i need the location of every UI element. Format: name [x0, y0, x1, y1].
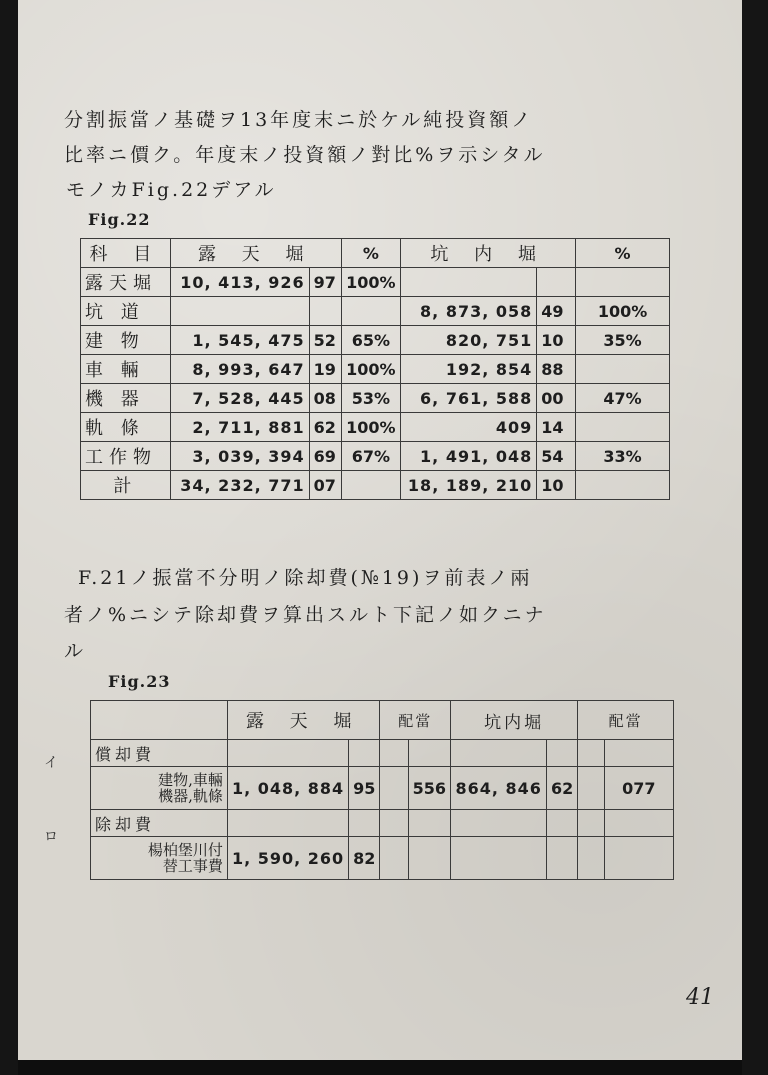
open-decimal: 97 [309, 268, 341, 297]
table-row [81, 413, 670, 442]
open-percent: 100% [341, 413, 401, 442]
pit-decimal [537, 268, 576, 297]
header-ratio-open: 配當 [380, 701, 451, 740]
pit-decimal: 10 [537, 326, 576, 355]
section-label: 償却費 [91, 740, 228, 767]
open-amount: 2, 711, 881 [170, 413, 309, 442]
open-percent [341, 471, 401, 500]
open-decimal: 19 [309, 355, 341, 384]
open-decimal: 07 [309, 471, 341, 500]
pit-amount: 820, 751 [401, 326, 537, 355]
table-row [81, 442, 670, 471]
empty-cell [380, 767, 408, 810]
row-item: 計 [81, 471, 171, 500]
fig23-table [90, 700, 674, 880]
header-ratio-pit: 配當 [578, 701, 674, 740]
pit-amount: 1, 491, 048 [401, 442, 537, 471]
row-item: 露天堀 [81, 268, 171, 297]
pit-percent: 33% [576, 442, 670, 471]
intro-line-3: モノカFig.22デアル [66, 179, 277, 201]
pit-percent [576, 268, 670, 297]
table-row [91, 837, 674, 880]
open-decimal [309, 297, 341, 326]
row-item [91, 767, 228, 810]
header-open-pit: 露 天 堀 [170, 239, 341, 268]
row-item [91, 837, 228, 880]
open-amount: 3, 039, 394 [170, 442, 309, 471]
open-decimal: 62 [309, 413, 341, 442]
open-percent: 100% [341, 355, 401, 384]
open-amount: 1, 590, 260 [227, 837, 348, 880]
section-mark-i: イ [44, 755, 58, 771]
scan-border [18, 1060, 742, 1075]
row-item: 工作物 [81, 442, 171, 471]
table-header-row [91, 701, 674, 740]
pit-percent [576, 413, 670, 442]
pit-decimal: 00 [537, 384, 576, 413]
open-amount: 7, 528, 445 [170, 384, 309, 413]
open-percent: 100% [341, 268, 401, 297]
open-amount: 8, 993, 647 [170, 355, 309, 384]
pit-decimal: 62 [546, 767, 577, 810]
row-item: 機 器 [81, 384, 171, 413]
pit-percent [576, 355, 670, 384]
open-percent: 67% [341, 442, 401, 471]
document-page [18, 0, 742, 1060]
open-percent: 65% [341, 326, 401, 355]
pit-amount: 864, 846 [451, 767, 547, 810]
row-item: 車 輛 [81, 355, 171, 384]
table-row [91, 767, 674, 810]
open-amount: 34, 232, 771 [170, 471, 309, 500]
header-pit-pct: % [576, 239, 670, 268]
section-row [91, 740, 674, 767]
fig22-label: Fig.22 [88, 210, 151, 229]
header-open-pit: 露 天 堀 [227, 701, 380, 740]
open-amount: 1, 048, 884 [227, 767, 348, 810]
pit-amount: 409 [401, 413, 537, 442]
pit-amount [401, 268, 537, 297]
table-row [81, 355, 670, 384]
pit-percent: 35% [576, 326, 670, 355]
table-total-row [81, 471, 670, 500]
pit-amount: 6, 761, 588 [401, 384, 537, 413]
open-decimal: 95 [349, 767, 380, 810]
body-line-2: 者ノ%ニシテ除却費ヲ算出スルト下記ノ如クニナ [64, 604, 547, 626]
row-item-line: 替工事費 [162, 857, 223, 875]
open-amount: 10, 413, 926 [170, 268, 309, 297]
pit-amount: 192, 854 [401, 355, 537, 384]
section-label: 除却費 [91, 810, 228, 837]
row-item-line: 建物,車輛 [158, 771, 223, 789]
row-item: 坑 道 [81, 297, 171, 326]
header-item: 科 目 [81, 239, 171, 268]
row-item: 建 物 [81, 326, 171, 355]
intro-line-1: 分割振當ノ基礎ヲ13年度末ニ於ケル純投資額ノ [64, 109, 534, 131]
pit-amount: 18, 189, 210 [401, 471, 537, 500]
row-item-line: 機器,軌條 [158, 787, 223, 805]
header-blank [91, 701, 228, 740]
open-decimal: 08 [309, 384, 341, 413]
open-decimal: 69 [309, 442, 341, 471]
row-item-line: 楊柏堡川付 [147, 841, 223, 859]
table-row [81, 268, 670, 297]
row-item: 軌 條 [81, 413, 171, 442]
pit-decimal: 88 [537, 355, 576, 384]
pit-percent: 47% [576, 384, 670, 413]
pit-amount: 8, 873, 058 [401, 297, 537, 326]
pit-decimal: 54 [537, 442, 576, 471]
empty-cell [578, 767, 604, 810]
table-row [81, 297, 670, 326]
ratio-pit: 077 [604, 767, 673, 810]
body-line-1: F.21ノ振當不分明ノ除却費(№19)ヲ前表ノ兩 [78, 567, 533, 589]
header-underground: 坑内堀 [451, 701, 578, 740]
intro-line-2: 比率ニ價ク。年度末ノ投資額ノ對比%ヲ示シタル [64, 144, 546, 166]
table-header-row [81, 239, 670, 268]
open-amount [170, 297, 309, 326]
header-underground: 坑 内 堀 [401, 239, 576, 268]
open-percent [341, 297, 401, 326]
pit-decimal: 10 [537, 471, 576, 500]
table-row [81, 326, 670, 355]
table-row [81, 384, 670, 413]
ratio-open: 556 [408, 767, 450, 810]
open-amount: 1, 545, 475 [170, 326, 309, 355]
body-line-3: ル [64, 640, 87, 662]
pit-percent [576, 471, 670, 500]
pit-decimal: 14 [537, 413, 576, 442]
pit-decimal: 49 [537, 297, 576, 326]
pit-percent: 100% [576, 297, 670, 326]
open-decimal: 52 [309, 326, 341, 355]
open-decimal: 82 [349, 837, 380, 880]
open-percent: 53% [341, 384, 401, 413]
page-number: 41 [686, 985, 714, 1010]
section-row [91, 810, 674, 837]
fig22-table [80, 238, 670, 500]
fig23-label: Fig.23 [108, 672, 171, 691]
header-open-pct: % [341, 239, 401, 268]
section-mark-ro: ロ [44, 829, 58, 845]
